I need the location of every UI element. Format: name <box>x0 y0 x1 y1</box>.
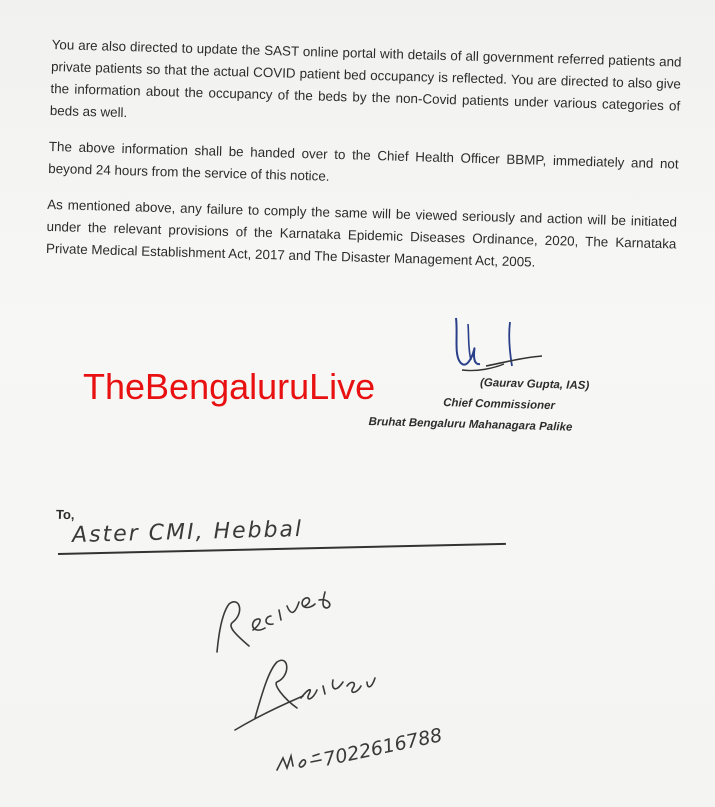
watermark-text: TheBengaluruLive <box>83 366 376 407</box>
recipient-label: To, <box>55 506 75 523</box>
svg-text:7022616788: 7022616788 <box>321 724 445 771</box>
notice-body <box>45 34 681 291</box>
paragraph-penalty: As mentioned above, any failure to comply the same will be viewed seriously and action will be initiated under the relevant provisions of the Karnataka Epidemic Diseases Ordinance, 2020, The Karnataka Private Medical Establishment Act, 2017 and The Disaster Management Act, 2005. <box>45 196 678 270</box>
signatory-organization: Bruhat Bengaluru Mahanagara Palike <box>368 415 573 434</box>
signatory-designation: Chief Commissioner <box>443 397 556 413</box>
signatory-name: (Gaurav Gupta, IAS) <box>479 377 590 393</box>
handwritten-received-note <box>205 590 505 800</box>
paragraph-deadline: The above information shall be handed over to the Chief Health Officer BBMP, immediately and not beyond 24 hours from the service of this notice. <box>48 138 679 184</box>
paragraph-portal-update: You are also directed to update the SAST online portal with details of all government referred patients and private patients so that the actual COVID patient bed occupancy is reflected. You are directed to also give the information about the occupancy of the beds by the non-Covid patients under various categories of beds as well. <box>49 36 682 121</box>
signatory-block <box>368 370 670 441</box>
recipient-name: Aster CMI, Hebbal <box>71 516 304 549</box>
